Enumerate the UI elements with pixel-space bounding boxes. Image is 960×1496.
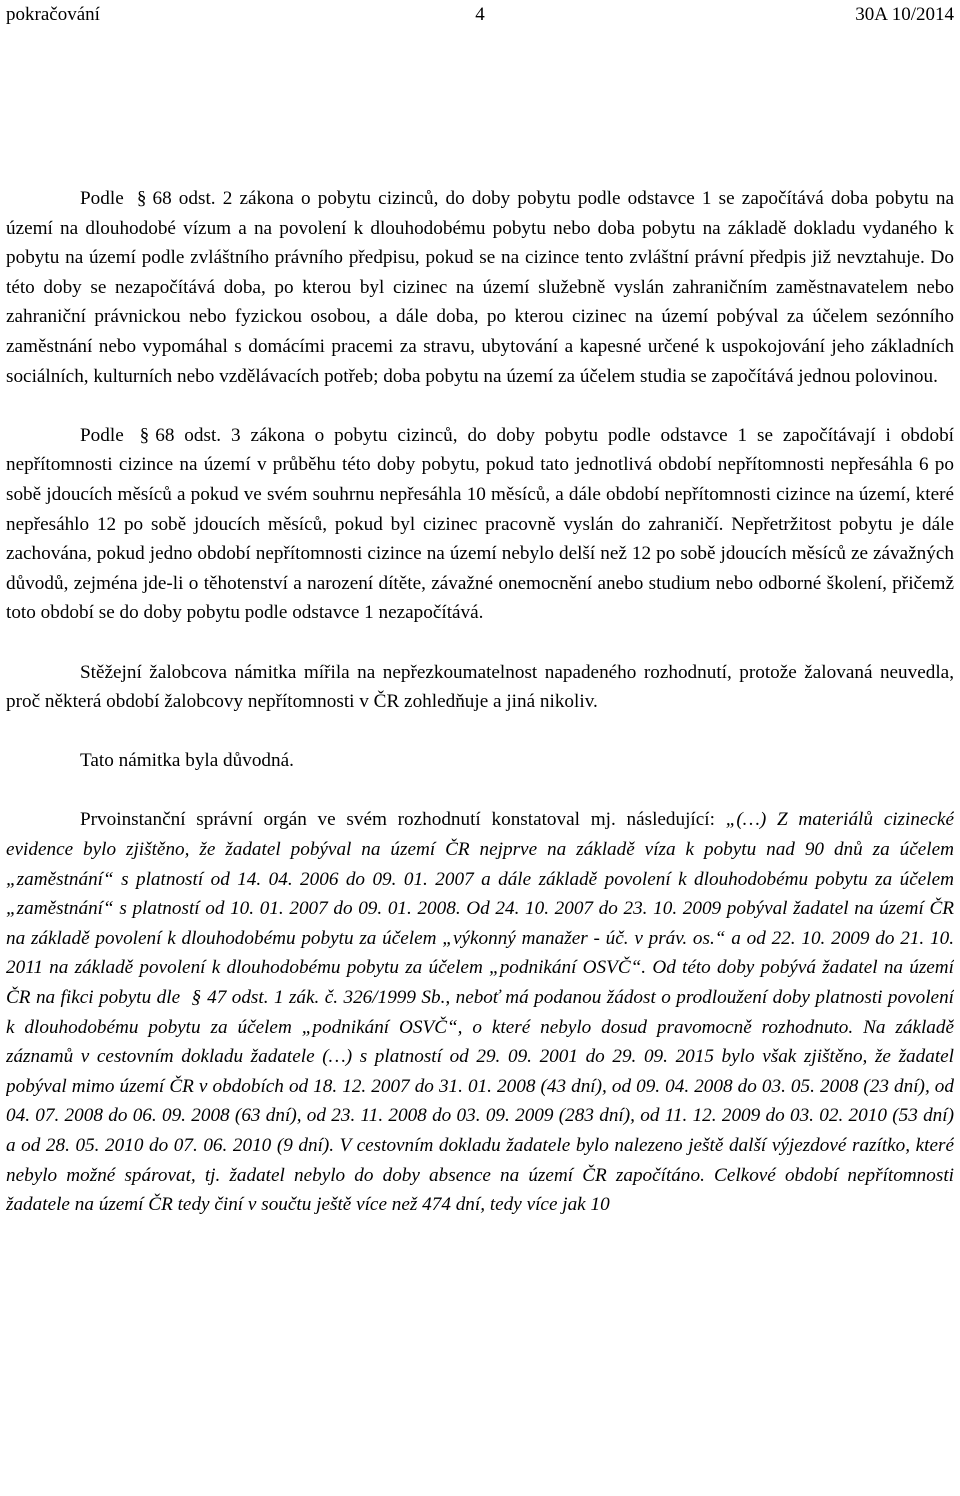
section-symbol: § [139, 424, 150, 446]
paragraph-text: 68 odst. 3 zákona o pobytu cizinců, do doby pobytu podle odstavce 1 se započítávají i období nepřítomnosti cizince na území v průběhu této doby pobytu, pokud tato jednotlivá období nepřítomnosti nepřesáhla 6 po sobě jdoucích měsíců a pokud ve svém souhrnu nepřesáhla 10 měsíců, a dále období nepřítomnosti cizince na území, které nepřesáhlo 12 po sobě jdoucích měsíců, pokud byl cizinec pracovně vyslán do zahraničí. Nepřetržitost pobytu je dále zachována, pokud jedno období nepřítomnosti cizince na území nebylo delší než 12 po sobě jdoucích měsíců ze závažných důvodů, zejména jde-li o těhotenství a narození dítěte, závažné onemocnění anebo studium nebo odborné školení, přičemž toto období se do doby pobytu podle odstavce 1 nezapočítává. [6, 424, 954, 624]
document-body [6, 184, 954, 1220]
header-case-number: 30A 10/2014 [855, 4, 954, 25]
paragraph-intro: Prvoinstanční správní orgán ve svém rozhodnutí konstatoval mj. následující: [80, 809, 715, 831]
paragraph-first-instance-finding [6, 805, 954, 1219]
paragraph-text: Podle [80, 188, 124, 209]
paragraph-main-objection: Stěžejní žalobcova námitka mířila na nepřezkoumatelnost napadeného rozhodnutí, protože žalovaná neuvedla, proč některá období žalobcovy nepřítomnosti v ČR zohledňuje a jiná nikoliv. [6, 661, 954, 713]
header-continuation: pokračování [6, 4, 100, 25]
paragraph-section-68-2 [6, 184, 954, 391]
quoted-decision: „(…) Z materiálů cizinecké evidence bylo zjištěno, že žadatel pobýval na území ČR nejprve na základě víza k pobytu nad 90 dnů za účelem „zaměstnání“ s platností od 14. 04. 2006 do 09. 01. 2007 a dále základě povolení k dlouhodobému pobytu za účelem „zaměstnání“ s platností od 10. 01. 2007 do 09. 01. 2008. Od 24. 10. 2007 do 23. 10. 2009 pobýval žadatel na území ČR na základě povolení k dlouhodobému pobytu za účelem „výkonný manažer - úč. v práv. os.“ a od 22. 10. 2009 do 21. 10. 2011 na základě povolení k dlouhodobému pobytu za účelem „podnikání OSVČ“. Od této doby pobývá žadatel na území ČR na fikci pobytu dle § 47 odst. 1 zák. č. 326/1999 Sb., neboť má podanou žádost o prodloužení doby platnosti povolení k dlouhodobému pobytu za účelem „podnikání OSVČ“, o které nebylo dosud pravomocně rozhodnuto. Na základě záznamů v cestovním dokladu žadatele (…) s platností od 29. 09. 2001 do 29. 09. 2015 bylo však zjištěno, že žadatel pobýval mimo území ČR v obdobích od 18. 12. 2007 do 31. 01. 2008 (43 dní), od 09. 04. 2008 do 03. 05. 2008 (23 dní), od 04. 07. 2008 do 06. 09. 2008 (63 dní), od 23. 11. 2008 do 03. 09. 2009 (283 dní), od 11. 12. 2009 do 03. 02. 2010 (53 dní) a od 28. 05. 2010 do 07. 06. 2010 (9 dní). V cestovním dokladu žadatele bylo nalezeno ještě další výjezdové razítko, které nebylo možné spárovat, tj. žadatel nebylo do doby absence na území ČR započítáno. Celkové období nepřítomnosti žadatele na území ČR tedy činí v součtu ještě více než 474 dní, tedy více jak 10 [6, 809, 954, 1216]
section-symbol: § [136, 188, 147, 209]
paragraph-objection-justified: Tato námitka byla důvodná. [80, 750, 294, 772]
paragraph-section-68-3 [6, 421, 954, 628]
section-symbol: § [191, 987, 202, 1009]
paragraph-text: Podle [80, 424, 124, 446]
page-header [6, 2, 954, 28]
paragraph-text: 68 odst. 2 zákona o pobytu cizinců, do doby pobytu podle odstavce 1 se započítává doba pobytu na území na dlouhodobé vízum a na povolení k dlouhodobému pobytu nebo doba pobytu na základě dokladu vydaného k pobytu na území podle zvláštního právního předpisu, pokud se na cizince tento zvláštní právní předpis již nevztahuje. Do této doby se nezapočítává doba, po kterou byl cizinec na území služebně vyslán zahraničním zaměstnavatelem nebo zahraniční právnickou nebo fyzickou osobou, a dále doba, po kterou cizinec na území pobýval za účelem sezónního zaměstnání nebo vypomáhal s domácími pracemi za stravu, ubytování a kapesné určené k uspokojování jeho základních sociálních, kulturních nebo vzdělávacích potřeb; doba pobytu na území za účelem studia se započítává jednou polovinou. [6, 188, 954, 387]
header-page-number: 4 [475, 4, 485, 25]
document-page [6, 0, 954, 1496]
